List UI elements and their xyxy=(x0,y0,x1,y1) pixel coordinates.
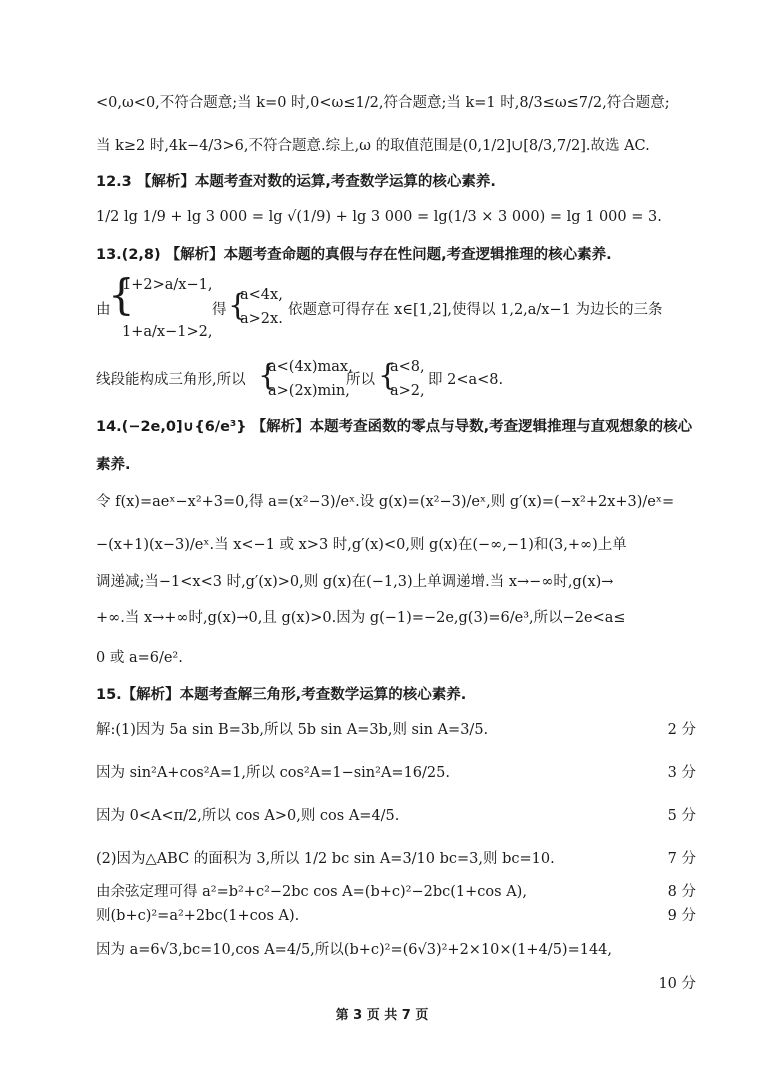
step-text: (2)因为△ABC 的面积为 3,所以 1/2 bc sin A=3/10 bc=3,则 bc=10. xyxy=(96,849,559,869)
text-fragment: 由 xyxy=(96,302,111,318)
step-points: 3 分 xyxy=(667,765,696,781)
text-line: −(x+1)(x−3)/eˣ.当 x<−1 或 x>3 时,g′(x)<0,则 g(x)在(−∞,−1)和(3,+∞)上单 xyxy=(96,537,627,553)
leader-dots xyxy=(132,970,662,992)
page-footer: 第 3 页 共 7 页 xyxy=(335,1008,429,1023)
step-points: 5 分 xyxy=(667,808,696,824)
score-step xyxy=(96,720,696,740)
system-row: a<4x, xyxy=(240,287,283,303)
question-13-heading: 13.(2,8) 【解析】本题考查命题的真假与存在性问题,考查逻辑推理的核心素养. xyxy=(96,247,612,263)
system-row: a>(2x)min, xyxy=(268,383,350,399)
step-text: 解:(1)因为 5a sin B=3b,所以 5b sin A=3b,则 sin A=3/5. xyxy=(96,720,492,740)
text-line: <0,ω<0,不符合题意;当 k=0 时,0<ω≤1/2,符合题意;当 k=1 时,8/3≤ω≤7/2,符合题意; xyxy=(96,95,670,111)
text-line: 当 k≥2 时,4k−4/3>6,不符合题意.综上,ω 的取值范围是(0,1/2]∪[8/3,7/2].故选 AC. xyxy=(96,138,650,154)
text-fragment: 线段能构成三角形,所以 xyxy=(96,372,246,388)
step-text: 因为 a=6√3,bc=10,cos A=4/5,所以(b+c)²=(6√3)²+2×10×(1+4/5)=144, xyxy=(96,940,616,960)
system-row: 1+2>a/x−1, xyxy=(122,277,213,293)
system-row: a<8, xyxy=(390,359,425,375)
text-fragment: 所以 xyxy=(346,372,375,388)
left-brace: { xyxy=(378,358,398,393)
left-brace: { xyxy=(108,270,135,319)
question-12-heading: 12.3 【解析】本题考查对数的运算,考查数学运算的核心素养. xyxy=(96,174,496,190)
system-row: a<(4x)max, xyxy=(268,359,353,375)
text-line: 调递减;当−1<x<3 时,g′(x)>0,则 g(x)在(−1,3)上单调递增.当 x→−∞时,g(x)→ xyxy=(96,574,614,590)
score-step xyxy=(96,806,696,826)
step-points: 9 分 xyxy=(667,908,696,924)
formula-line: 1/2 lg 1/9 + lg 3 000 = lg √(1/9) + lg 3 000 = lg(1/3 × 3 000) = lg 1 000 = 3. xyxy=(96,209,662,225)
question-14-heading-cont: 素养. xyxy=(96,457,131,473)
left-brace: { xyxy=(228,288,248,323)
score-step xyxy=(96,763,696,783)
step-text: 因为 sin²A+cos²A=1,所以 cos²A=1−sin²A=16/25. xyxy=(96,763,454,783)
system-row: a>2, xyxy=(390,383,425,399)
question-14-heading: 14.(−2e,0]∪{6/e³} 【解析】本题考查函数的零点与导数,考查逻辑推理与直观想象的核心 xyxy=(96,419,693,435)
text-line: +∞.当 x→+∞时,g(x)→0,且 g(x)>0.因为 g(−1)=−2e,g(3)=6/e³,所以−2e<a≤ xyxy=(96,610,626,626)
question-15-heading: 15.【解析】本题考查解三角形,考查数学运算的核心素养. xyxy=(96,687,467,703)
text-line: 依题意可得存在 x∈[1,2],使得以 1,2,a/x−1 为边长的三条 xyxy=(288,302,663,318)
score-step xyxy=(96,849,696,869)
text-fragment: 即 2<a<8. xyxy=(428,372,504,388)
score-step xyxy=(96,940,696,960)
score-step xyxy=(96,974,696,994)
step-points: 8 分 xyxy=(667,884,696,900)
system-row: 1+a/x−1>2, xyxy=(122,324,213,340)
score-step xyxy=(96,882,696,902)
left-brace: { xyxy=(258,358,278,393)
step-points: 7 分 xyxy=(667,851,696,867)
step-text: 因为 0<A<π/2,所以 cos A>0,则 cos A=4/5. xyxy=(96,806,403,826)
text-line: 0 或 a=6/e². xyxy=(96,650,183,666)
score-step xyxy=(96,906,696,926)
step-points: 10 分 xyxy=(658,976,696,992)
text-line: 令 f(x)=aeˣ−x²+3=0,得 a=(x²−3)/eˣ.设 g(x)=(x²−3)/eˣ,则 g′(x)=(−x²+2x+3)/eˣ= xyxy=(96,494,675,510)
step-text: 由余弦定理可得 a²=b²+c²−2bc cos A=(b+c)²−2bc(1+cos A), xyxy=(96,882,531,902)
system-row: a>2x. xyxy=(240,311,283,327)
text-fragment: 得 xyxy=(212,302,227,318)
step-text: 则(b+c)²=a²+2bc(1+cos A). xyxy=(96,906,303,926)
step-points: 2 分 xyxy=(667,722,696,738)
